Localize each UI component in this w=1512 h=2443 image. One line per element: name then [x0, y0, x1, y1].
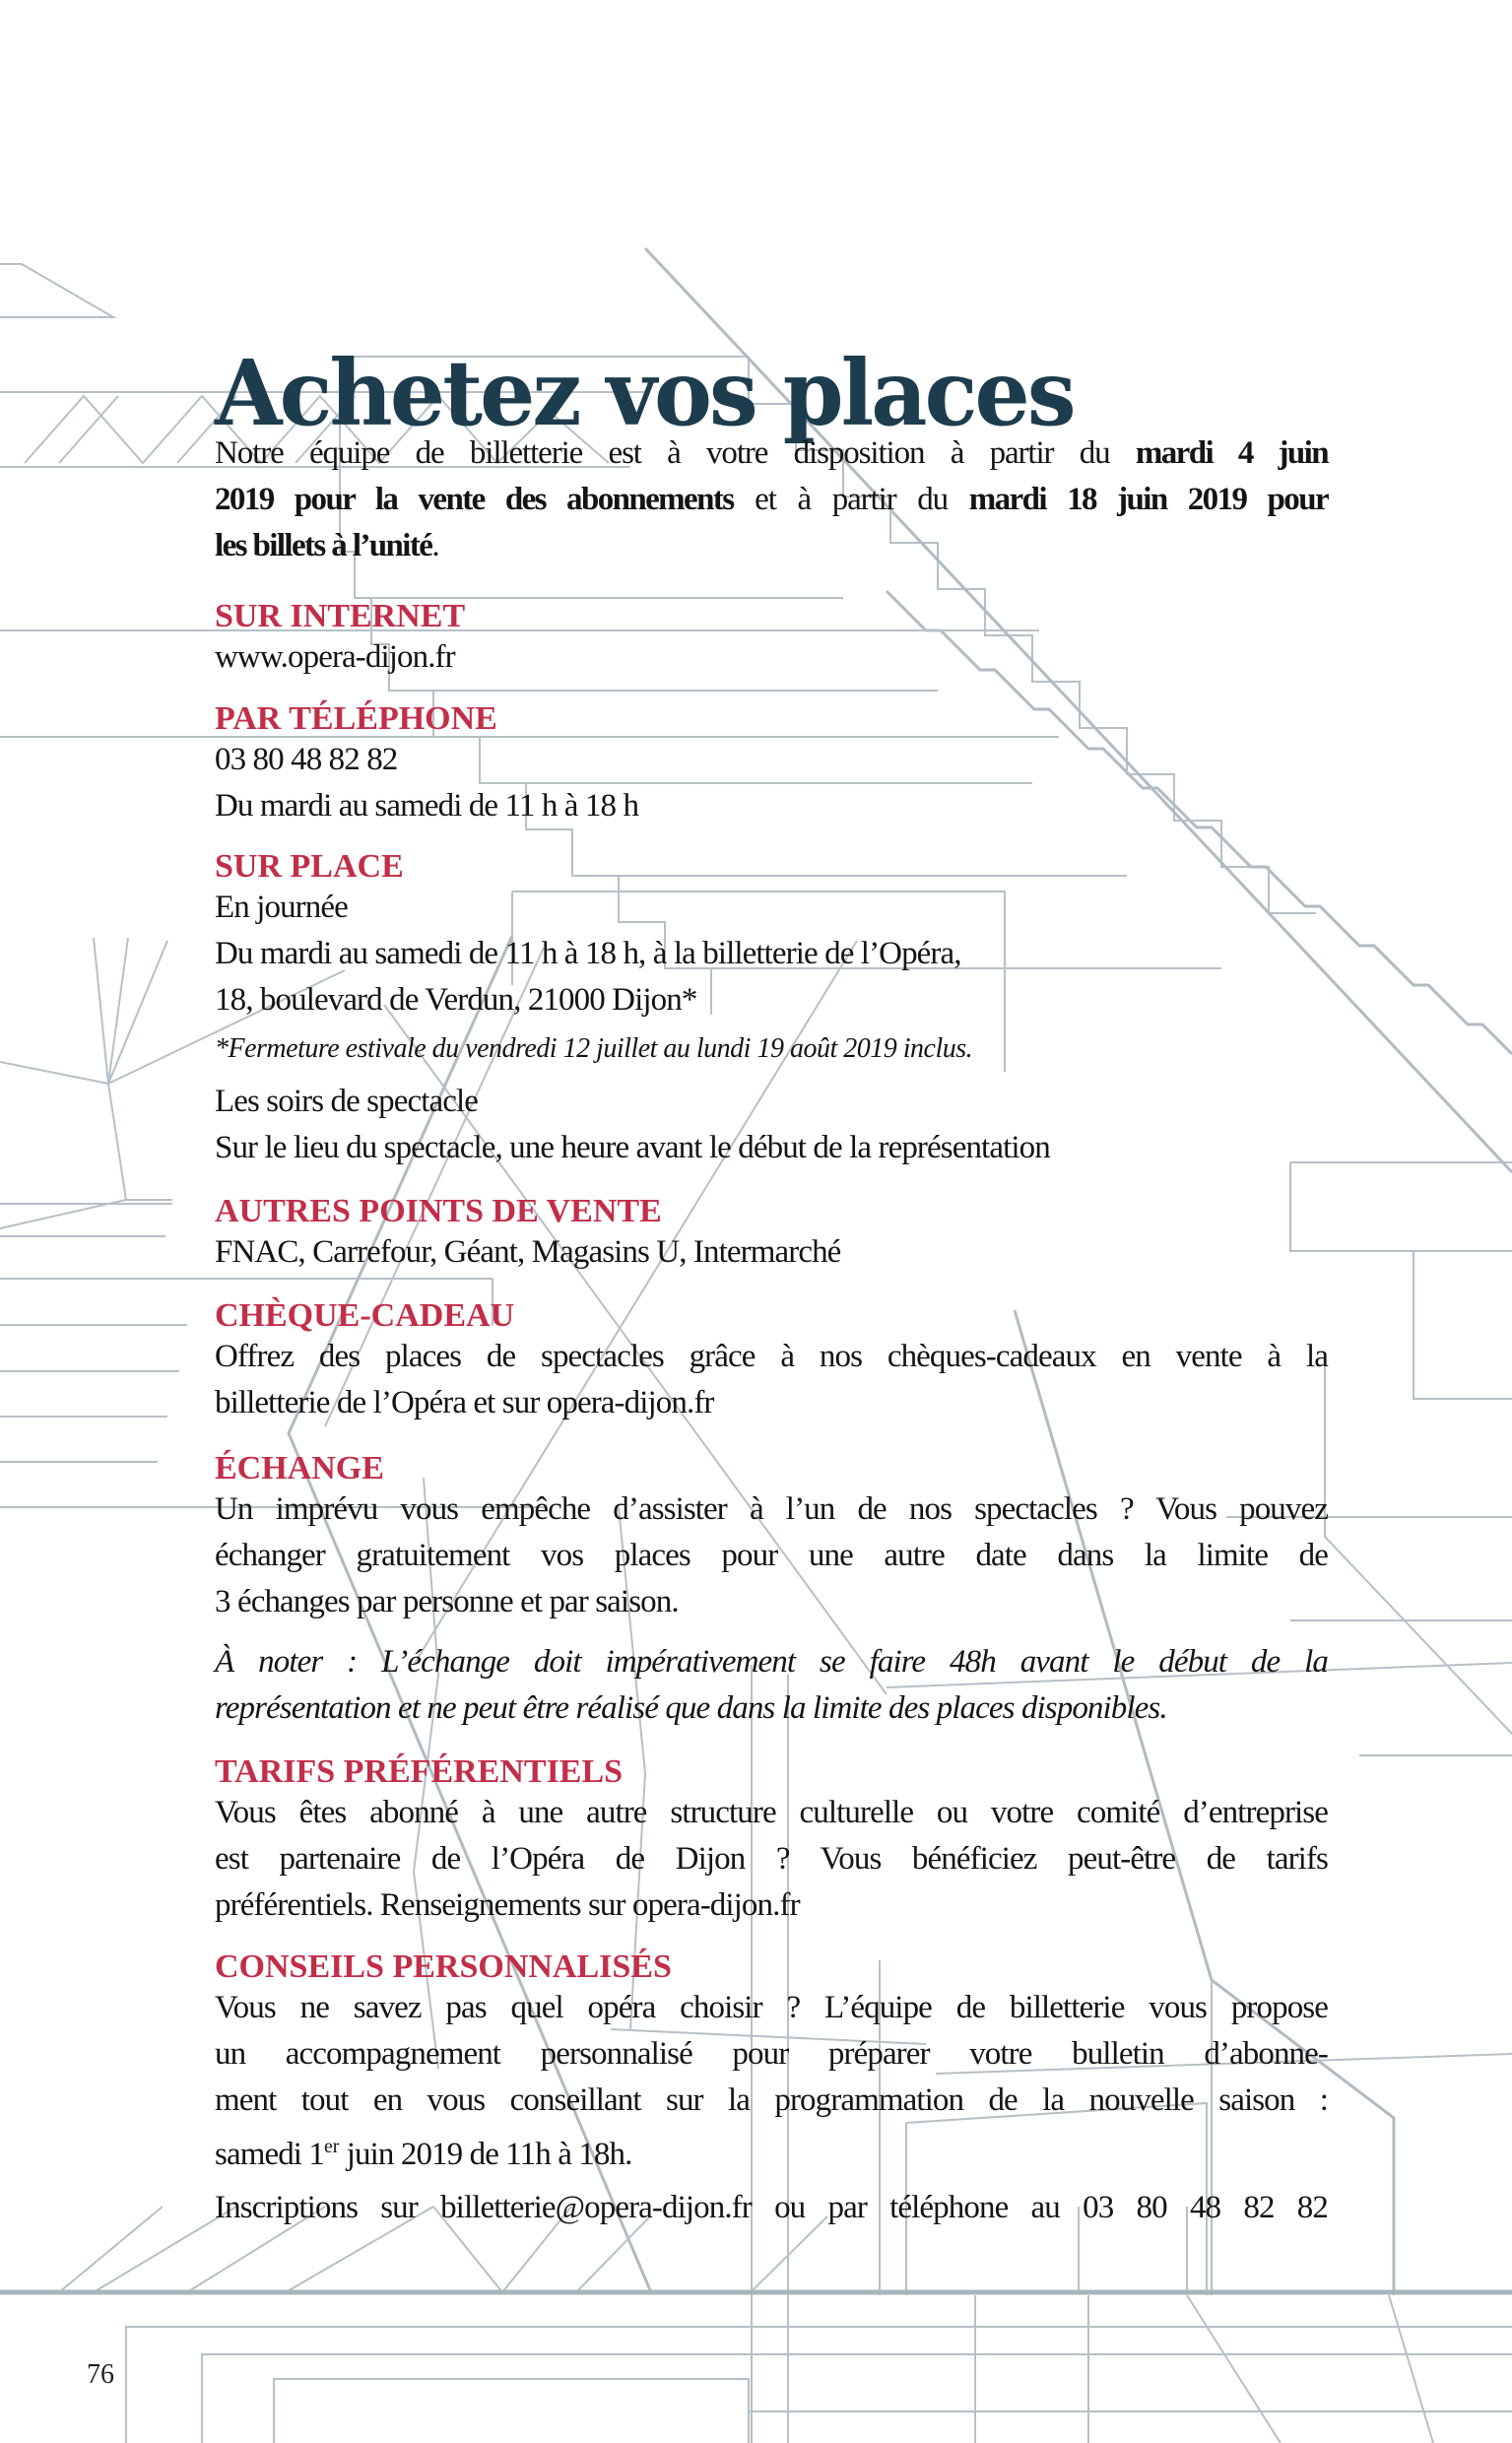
section-inscription	[215, 2185, 1328, 2231]
text-line: est partenaire de l’Opéra de Dijon ? Vous bénéficiez peut-être de tarifs	[215, 1841, 1328, 1877]
text-line: un accompagnement personnalisé pour préparer votre bulletin d’abonne-	[215, 2036, 1328, 2072]
section-conseils-personnalises	[215, 1949, 1328, 2178]
section-sur-place	[215, 849, 1328, 1171]
note-line: représentation et ne peut être réalisé que dans la limite des places disponibles.	[215, 1690, 1167, 1726]
text-line: ment tout en vous conseillant sur la programmation de la nouvelle saison :	[215, 2082, 1328, 2118]
phone-number: 03 80 48 82 82	[215, 742, 398, 777]
section-heading-autres-points: AUTRES POINTS DE VENTE	[215, 1193, 662, 1229]
page-number: 76	[87, 2359, 114, 2390]
section-autres-points-de-vente	[215, 1194, 1328, 1276]
text-line: échanger gratuitement vos places pour une autre date dans la limite de	[215, 1538, 1328, 1573]
section-heading-sur-place: SUR PLACE	[215, 848, 404, 885]
text-line: En journée	[215, 890, 348, 925]
text-line: 2019 pour la vente des abonnements et à partir du mardi 18 juin 2019 pour	[215, 482, 1329, 517]
text-line: Offrez des places de spectacles grâce à nos chèques-cadeaux en vente à la	[215, 1339, 1328, 1374]
website-url: www.opera-dijon.fr	[215, 639, 455, 675]
text-line: Du mardi au samedi de 11 h à 18 h	[215, 788, 639, 824]
footnote: *Fermeture estivale du vendredi 12 juillet au lundi 19 août 2019 inclus.	[215, 1033, 973, 1064]
section-cheque-cadeau	[215, 1298, 1328, 1426]
section-tarifs-preferentiels	[215, 1754, 1328, 1929]
section-sur-internet	[215, 599, 1328, 681]
address-line: 18, boulevard de Verdun, 21000 Dijon*	[215, 982, 697, 1018]
section-heading-conseils: CONSEILS PERSONNALISÉS	[215, 1948, 672, 1985]
note-line: À noter : L’échange doit impérativement se faire 48h avant le début de la	[215, 1644, 1328, 1680]
text-line: préférentiels. Renseignements sur opera-dijon.fr	[215, 1887, 800, 1923]
text-line: Notre équipe de billetterie est à votre disposition à partir du mardi 4 juin	[215, 435, 1328, 471]
text-line: 3 échanges par personne et par saison.	[215, 1584, 679, 1619]
page-title: Achetez vos places	[215, 339, 1074, 446]
text-line: Sur le lieu du spectacle, une heure avant le début de la représentation	[215, 1130, 1050, 1165]
text-line: FNAC, Carrefour, Géant, Magasins U, Intermarché	[215, 1234, 841, 1270]
section-heading-cheque-cadeau: CHÈQUE-CADEAU	[215, 1297, 515, 1334]
section-par-telephone	[215, 701, 1328, 829]
section-heading-sur-internet: SUR INTERNET	[215, 598, 466, 634]
text-line: Les soirs de spectacle	[215, 1084, 479, 1119]
text-line: Un imprévu vous empêche d’assister à l’un de nos spectacles ? Vous pouvez	[215, 1491, 1328, 1527]
section-heading-par-telephone: PAR TÉLÉPHONE	[215, 700, 497, 737]
contact-line: Inscriptions sur billetterie@opera-dijon.fr ou par téléphone au 03 80 48 82 82	[215, 2190, 1328, 2225]
text-line: Du mardi au samedi de 11 h à 18 h, à la billetterie de l’Opéra,	[215, 936, 961, 971]
section-heading-tarifs: TARIFS PRÉFÉRENTIELS	[215, 1753, 624, 1790]
text-line: samedi 1er juin 2019 de 11h à 18h.	[215, 2136, 632, 2172]
section-echange	[215, 1451, 1328, 1732]
text-line: les billets à l’unité.	[215, 528, 439, 563]
intro-paragraph	[215, 430, 1328, 569]
text-line: Vous ne savez pas quel opéra choisir ? L’équipe de billetterie vous propose	[215, 1990, 1328, 2025]
section-heading-echange: ÉCHANGE	[215, 1450, 384, 1486]
text-line: billetterie de l’Opéra et sur opera-dijon.fr	[215, 1385, 714, 1420]
text-line: Vous êtes abonné à une autre structure culturelle ou votre comité d’entreprise	[215, 1795, 1328, 1830]
